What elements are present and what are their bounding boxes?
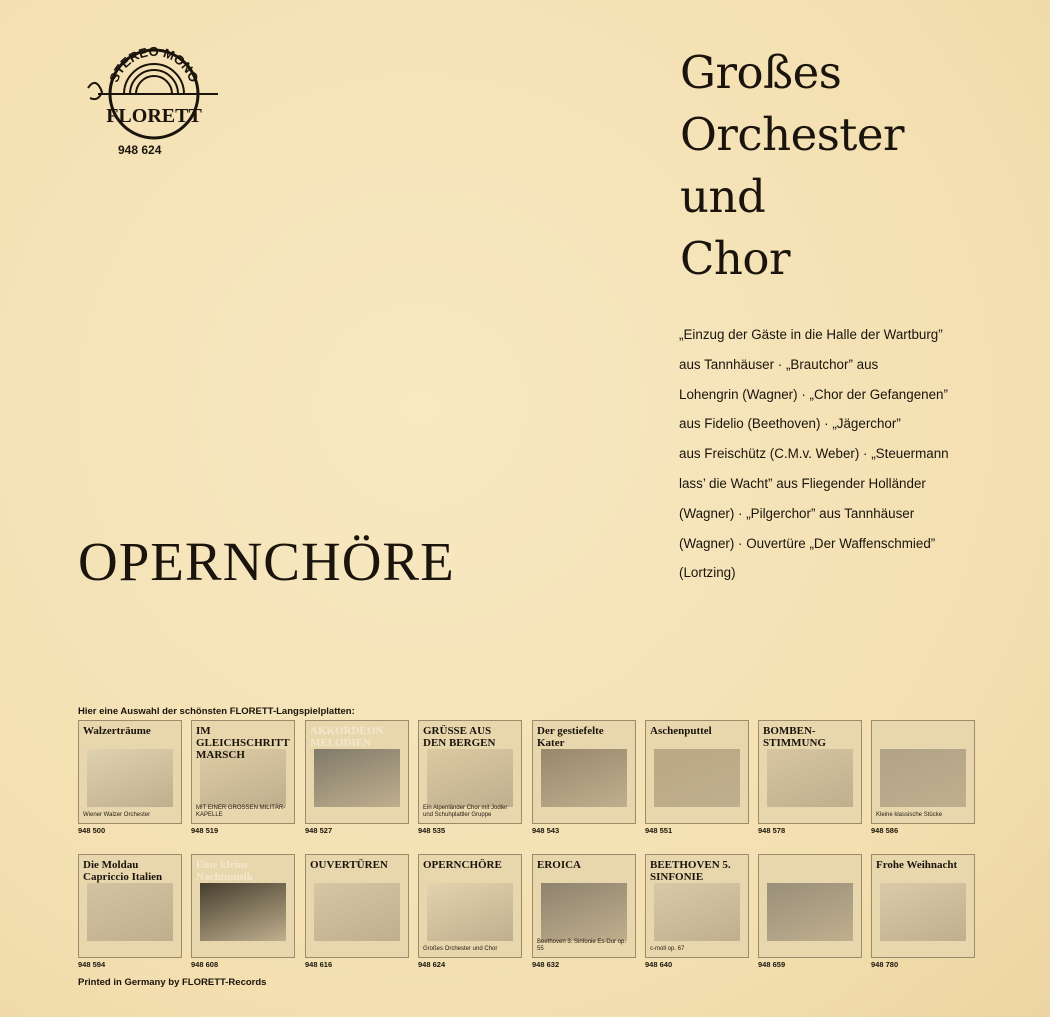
record-cover xyxy=(532,854,636,958)
record-number: 948 527 xyxy=(305,826,333,835)
cover-title: AKKORDEON MELODIEN xyxy=(310,725,384,749)
cover-title: Aschenputtel xyxy=(650,725,712,737)
cover-picture xyxy=(314,883,400,941)
florett-logo xyxy=(78,42,228,142)
record-number: 948 519 xyxy=(191,826,219,835)
cover-title: Der gestiefelte Kater xyxy=(537,725,604,749)
cover-picture xyxy=(314,749,400,807)
cover-title: EROICA xyxy=(537,859,582,871)
footer-imprint: Printed in Germany by FLORETT-Records xyxy=(78,977,267,988)
cover-subtitle: Kleine klassische Stücke xyxy=(876,812,943,818)
title-line: Orchester xyxy=(680,108,905,161)
record-number: 948 578 xyxy=(758,826,786,835)
tracklist-line: (Wagner) · Ouvertüre „Der Waffenschmied” xyxy=(679,535,936,551)
record-cover xyxy=(191,854,295,958)
record-cover xyxy=(645,854,749,958)
record-number: 948 535 xyxy=(418,826,446,835)
record-number: 948 640 xyxy=(645,960,673,969)
tracklist-line: aus Fidelio (Beethoven) · „Jägerchor” xyxy=(679,416,901,432)
cover-picture xyxy=(880,883,966,941)
record-cover xyxy=(305,854,409,958)
cover-title: BEETHOVEN 5. SINFONIE xyxy=(650,859,731,883)
catalog-number: 948 624 xyxy=(118,143,162,157)
record-number: 948 543 xyxy=(532,826,560,835)
logo-arc-text: STEREO MONO xyxy=(106,43,202,85)
tracklist-line: aus Freischütz (C.M.v. Weber) · „Steuermann xyxy=(679,446,949,462)
cover-title: Walzerträume xyxy=(83,725,151,737)
record-cover xyxy=(645,720,749,824)
cover-picture xyxy=(427,883,513,941)
cover-subtitle: Großes Orchester und Chor xyxy=(423,946,498,952)
record-number: 948 659 xyxy=(758,960,786,969)
cover-picture xyxy=(767,749,853,807)
cover-title: IM GLEICHSCHRITT MARSCH xyxy=(196,725,290,761)
logo-brand: FLORETT xyxy=(106,105,202,127)
record-number: 948 594 xyxy=(78,960,106,969)
cover-picture xyxy=(767,883,853,941)
cover-picture xyxy=(87,749,173,807)
tracklist-line: (Lortzing) xyxy=(679,565,736,581)
selection-heading: Hier eine Auswahl der schönsten FLORETT-Langspielplatten: xyxy=(78,706,355,717)
record-cover xyxy=(305,720,409,824)
cover-title: Eine kleine Nachtmusik xyxy=(196,859,253,883)
record-cover xyxy=(758,854,862,958)
record-number: 948 624 xyxy=(418,960,446,969)
record-cover xyxy=(532,720,636,824)
cover-picture xyxy=(200,883,286,941)
title-line: Chor xyxy=(680,232,791,285)
record-cover xyxy=(418,854,522,958)
record-number: 948 551 xyxy=(645,826,673,835)
tracklist xyxy=(679,320,979,588)
title-line: Großes xyxy=(680,46,842,99)
cover-picture xyxy=(654,883,740,941)
cover-picture xyxy=(427,749,513,807)
cover-picture xyxy=(87,883,173,941)
cover-picture xyxy=(541,883,627,941)
record-cover xyxy=(871,854,975,958)
album-title: OPERNCHÖRE xyxy=(78,531,455,592)
record-number: 948 586 xyxy=(871,826,899,835)
title-line: und xyxy=(680,170,766,223)
cover-subtitle: Ein Alpenländer Chor mit Jodler und Schuhplattler Gruppe xyxy=(423,805,508,818)
record-cover xyxy=(871,720,975,824)
cover-picture xyxy=(541,749,627,807)
cover-subtitle: Beethoven 3. Sinfonie Es-Dur op. 55 xyxy=(537,939,627,952)
tracklist-line: aus Tannhäuser · „Brautchor” aus xyxy=(679,356,879,372)
record-number: 948 500 xyxy=(78,826,106,835)
artist-title xyxy=(680,42,904,290)
cover-title: OUVERTÜREN xyxy=(310,859,388,871)
tracklist-line: (Wagner) · „Pilgerchor” aus Tannhäuser xyxy=(679,505,915,521)
record-number: 948 608 xyxy=(191,960,219,969)
cover-picture xyxy=(880,749,966,807)
cover-title: Die Moldau Capriccio Italien xyxy=(83,859,163,883)
tracklist-line: Lohengrin (Wagner) · „Chor der Gefangenen” xyxy=(679,386,948,402)
record-number: 948 632 xyxy=(532,960,560,969)
tracklist-line: lass’ die Wacht” aus Fliegender Holländer xyxy=(679,475,926,491)
record-cover xyxy=(758,720,862,824)
record-cover xyxy=(418,720,522,824)
record-number: 948 780 xyxy=(871,960,899,969)
cover-subtitle: c-moll op. 67 xyxy=(650,946,685,952)
cover-title: GRÜSSE AUS DEN BERGEN xyxy=(423,725,496,749)
record-cover xyxy=(78,720,182,824)
record-number: 948 616 xyxy=(305,960,333,969)
tracklist-line: „Einzug der Gäste in die Halle der Wartburg” xyxy=(679,327,943,342)
cover-title: Frohe Weihnacht xyxy=(876,859,958,871)
cover-subtitle: MIT EINER GROSSEN MILITÄR-KAPELLE xyxy=(196,805,286,818)
record-cover xyxy=(78,854,182,958)
cover-title: OPERNCHÖRE xyxy=(423,859,502,871)
cover-title: BOMBEN-STIMMUNG xyxy=(763,725,826,749)
record-cover xyxy=(191,720,295,824)
cover-picture xyxy=(654,749,740,807)
cover-subtitle: Wiener Walzer Orchester xyxy=(83,812,151,818)
